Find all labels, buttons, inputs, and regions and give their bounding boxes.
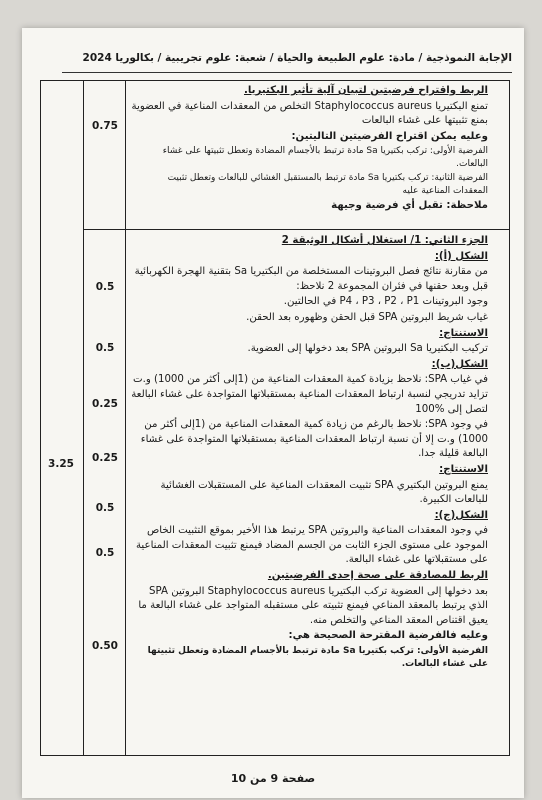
score-figure-a-conclusion: 0.5 (95, 342, 115, 354)
score-figure-b-presence: 0.25 (92, 452, 118, 464)
section1-note: ملاحظة: تقبل أي فرضية وجيهة (331, 200, 488, 212)
figure-c-text: في وجود المعقدات المناعية والبروتين SPA يرتبط هذا الأخير بموقع التثبيت الخاص الموجود على مستوى الجزء الثابت من الجسم المضاد فيمنع تثبيت المعقدات المناعية على مستقبلاتها على غشاء البالعة. (135, 525, 488, 566)
figure-c-title: الشكل(ج): (434, 509, 488, 521)
valid-hypothesis-title: وعليه فالفرضية المقترحة الصحيحة هي: (288, 630, 488, 642)
link-text: بعد دخولها إلى العضوية تركب البكتيريا Staphylococcus aureus البروتين SPA الذي يرتبط بالمعقد المناعي فيمنع تثبيته على مستقبله المتواجد على غشاء البالعة ما يعيق اقتناص المعقد المناعي والتخلص منه. (138, 585, 488, 626)
page-header: الإجابة النموذجية / مادة: علوم الطبيعة والحياة / شعبة: علوم تجريبية / بكالوريا 2024 (82, 52, 512, 64)
section2-title: الجزء الثاني: 1/ استغلال أشكال الوثيقة 2 (281, 235, 488, 246)
column-divider-total (83, 81, 84, 755)
figure-a-observation-2: غياب شريط البروتين SPA قبل الحقن وظهوره بعد الحقن. (246, 311, 488, 323)
row-divider (83, 229, 509, 230)
figure-a-text: من مقارنة نتائج فصل البروتينات المستخلصة من البكتيريا Sa بتقنية الهجرة الكهربائية قبل وبعد حقنها في فئران المجموعة 2 نلاحظ: (134, 266, 488, 292)
page-number: صفحة 9 من 10 (230, 772, 316, 785)
score-section1: 0.75 (92, 120, 118, 132)
section1-title: الربط واقتراح فرضيتين لتبيان آلية تأثير البكتيريا. (243, 85, 488, 96)
hypothesis-2: الفرضية الثانية: تركب بكتيريا Sa مادة ترتبط بالمستقبل الغشائي للبالعات وتعطل تثبيت المعقدات المناعية عليه (167, 173, 488, 197)
valid-hypothesis: الفرضية الأولى: تركب بكتيريا Sa مادة ترتبط بالأجسام المضادة وتعطل تثبيتها على غشاء البالعات. (147, 646, 488, 670)
figure-a-observation-1: وجود البروتينات P4 ، P3 ، P2 ، P1 في الحالتين. (283, 296, 488, 308)
section2-content (130, 234, 488, 672)
section1-content (130, 84, 488, 215)
figure-b-presence: في وجود SPA: نلاحظ بالرغم من زيادة كمية المعقدات المناعية من (1إلى أكثر من 1000) و.ت إلا أن نسبة ارتباط المعقدات المناعية بمستقبلاتها المتواجدة على غشاء البالعة قليلة جدا. (140, 419, 488, 460)
header-divider (62, 72, 512, 73)
figure-a-conclusion-title: الاستنتاج: (439, 327, 488, 339)
score-figure-a-obs: 0.5 (95, 281, 115, 293)
column-divider-score (125, 81, 126, 755)
link-title: الربط للمصادقة على صحة إحدى الفرضيتين. (267, 570, 488, 582)
score-figure-b-absence: 0.25 (92, 398, 118, 410)
proposal-title: وعليه يمكن اقتراح الفرضيتين التاليتين: (291, 130, 488, 142)
score-link: 0.50 (92, 640, 118, 652)
figure-b-title: الشكل(ب): (431, 358, 488, 370)
section1-text: تمنع البكتيريا Staphylococcus aureus التخلص من المعقدات المناعية في العضوية بمنع تثبيتها على غشاء البالعات (131, 100, 488, 127)
figure-b-conclusion: يمنع البروتين البكتيري SPA تثبيت المعقدات المناعية على المستقبلات الغشائية للبالعات الكبيرة. (160, 479, 488, 506)
score-figure-b-conclusion: 0.5 (95, 502, 115, 514)
figure-b-absence: في غياب SPA: نلاحظ بزيادة كمية المعقدات المناعية من (1إلى أكثر من 1000) و.ت تزايد تدريجي لنسبة ارتباط المعقدات المناعية بمستقبلاتها المتواجدة على غشاء البالعة لتصل إلى %100 (131, 374, 488, 415)
figure-a-conclusion: تركيب البكتيريا Sa البروتين SPA بعد دخولها إلى العضوية. (247, 343, 488, 355)
exam-page (22, 28, 524, 798)
figure-a-title: الشكل (أ): (434, 250, 488, 262)
figure-b-conclusion-title: الاستنتاج: (439, 463, 488, 475)
score-figure-c: 0.5 (95, 547, 115, 559)
hypothesis-1: الفرضية الأولى: تركب بكتيريا Sa مادة ترتبط بالأجسام المضادة وتعطل تثبيتها على غشاء البالعات. (162, 146, 488, 170)
section2-total-score: 3.25 (48, 458, 74, 470)
